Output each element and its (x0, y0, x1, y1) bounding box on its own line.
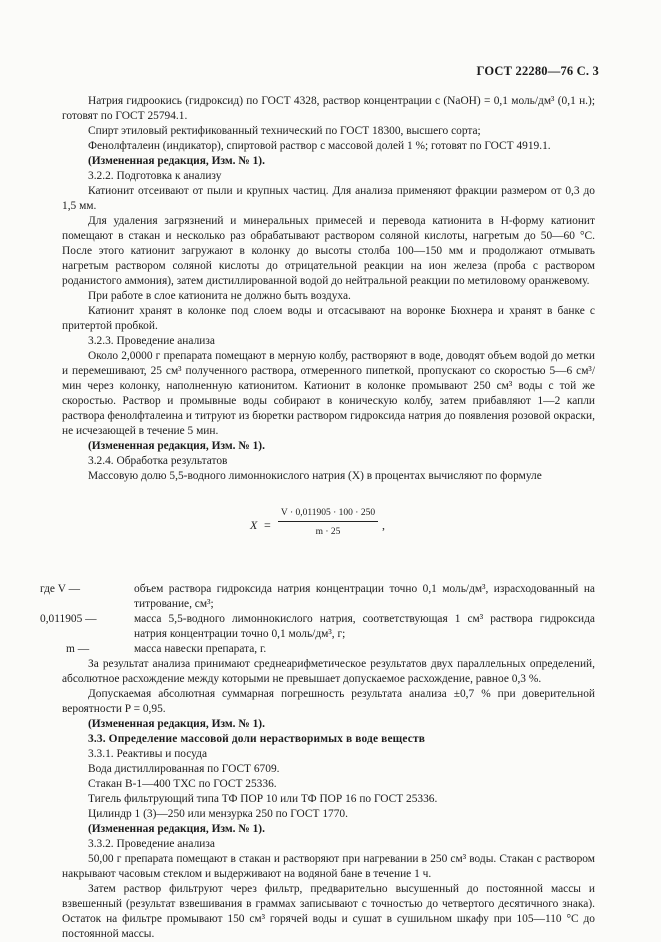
section-heading: 3.3.2. Проведение анализа (88, 838, 215, 850)
formula-lhs: X (250, 518, 258, 532)
definition-text: масса 5,5-водного лимоннокислого натрия, соответствующая 1 см³ раствора гидроксида натрия концентрации точно 0,1 моль/дм³, г; (134, 613, 595, 640)
fraction-bar (278, 521, 378, 522)
definition-key: m — (66, 643, 90, 655)
formula-numerator: V · 0,011905 · 100 · 250 (280, 508, 376, 518)
definition-text: масса навески препарата, г. (134, 643, 267, 655)
section-heading: 3.2.4. Обработка результатов (88, 455, 228, 467)
paragraph: За результат анализа принимают среднеарифметическое результатов двух параллельных определений, абсолютное расхождение между которыми не превышает допускаемое расхождение, равное 0,3 %. (62, 658, 595, 685)
definition-row (40, 582, 595, 612)
section-heading: 3.3.1. Реактивы и посуда (88, 748, 208, 760)
paragraph: Спирт этиловый ректификованный технический по ГОСТ 18300, высшего сорта; (88, 125, 481, 137)
paragraph: Допускаемая абсолютная суммарная погрешность результата анализа ±0,7 % при доверительной вероятности P = 0,95. (62, 688, 595, 715)
section-heading: 3.2.3. Проведение анализа (88, 335, 215, 347)
paragraph: Около 2,0000 г препарата помещают в мерную колбу, растворяют в воде, доводят объем водой до метки и перемешивают, 25 см³ полученного раствора, отмеренного пипеткой, пропускают со скоростью 5—6 см³/мин через колонку, наполненную катионитом. Катионит в колонке промывают 250 см³ воды с той же скоростью. Раствор и промывные воды собирают в коническую колбу, затем прибавляют 1—2 капли раствора фенолфталеина и титруют из бюретки раствором гидроксида натрия до появления розовой окраски, не исчезающей в течение 5 мин. (62, 350, 595, 437)
paragraph: Вода дистиллированная по ГОСТ 6709. (88, 763, 280, 775)
paragraph: Тигель фильтрующий типа ТФ ПОР 10 или ТФ ПОР 16 по ГОСТ 25336. (88, 793, 438, 805)
paragraph: Натрия гидроокись (гидроксид) по ГОСТ 4328, раствор концентрации с (NaOH) = 0,1 моль/дм³ (0,1 н.); готовят по ГОСТ 25794.1. (62, 95, 595, 122)
paragraph: Катионит хранят в колонке под слоем воды и отсасывают на воронке Бюхнера и хранят в банке с притертой пробкой. (62, 305, 595, 332)
variable-definitions (40, 582, 595, 657)
amendment-note: (Измененная редакция, Изм. № 1). (88, 718, 265, 730)
definition-key: где V — (40, 583, 81, 595)
definition-row (62, 642, 595, 657)
formula (62, 498, 595, 556)
formula-equals: = (264, 518, 271, 532)
paragraph: Стакан В-1—400 ТХС по ГОСТ 25336. (88, 778, 277, 790)
paragraph: Катионит отсеивают от пыли и крупных частиц. Для анализа применяют фракции размером от 0,3 до 1,5 мм. (62, 185, 595, 212)
paragraph: Для удаления загрязнений и минеральных примесей и перевода катионита в Н-форму катионит помещают в стакан и несколько раз обрабатывают раствором соляной кислоты, нагретым до 50—60 °С. После этого катионит загружают в колонку до высоты столба 100—150 мм и продолжают отмывать нагретым раствором соляной кислоты до отрицательной реакции на ион железа (проба с раствором роданистого аммония), затем дистиллированной водой до нейтральной реакции по метиловому оранжевому. (62, 215, 595, 287)
page-header: ГОСТ 22280—76 С. 3 (476, 64, 599, 78)
paragraph: При работе в слое катионита не должно быть воздуха. (88, 290, 351, 302)
paragraph: 50,00 г препарата помещают в стакан и растворяют при нагревании в 250 см³ воды. Стакан с раствором накрывают часовым стеклом и выдерживают на водяной бане в течение 1 ч. (62, 853, 595, 880)
paragraph: Затем раствор фильтруют через фильтр, предварительно высушенный до постоянной массы и взвешенный (результат взвешивания в граммах записывают с точностью до четвертого десятичного знака). Остаток на фильтре промывают 150 см³ горячей воды и сушат в сушильном шкафу при 105—110 °С до постоянной массы. (62, 883, 595, 940)
formula-denominator: m · 25 (315, 527, 341, 537)
definition-key: 0,011905 — (40, 613, 97, 625)
definition-text: объем раствора гидроксида натрия концентрации точно 0,1 моль/дм³, израсходованный на титрование, см³; (134, 583, 595, 610)
document-body (40, 94, 595, 942)
amendment-note: (Измененная редакция, Изм. № 1). (88, 440, 265, 452)
paragraph: Цилиндр 1 (3)—250 или мензурка 250 по ГОСТ 1770. (88, 808, 348, 820)
paragraph: Массовую долю 5,5-водного лимоннокислого натрия (X) в процентах вычисляют по формуле (88, 470, 542, 482)
amendment-note: (Измененная редакция, Изм. № 1). (88, 155, 265, 167)
paragraph: Фенолфталеин (индикатор), спиртовой раствор с массовой долей 1 %; готовят по ГОСТ 4919.1. (88, 140, 551, 152)
section-title: 3.3. Определение массовой доли нерастворимых в воде веществ (88, 733, 426, 745)
definition-row (40, 612, 595, 642)
formula-comma: , (382, 518, 385, 532)
amendment-note: (Измененная редакция, Изм. № 1). (88, 823, 265, 835)
section-heading: 3.2.2. Подготовка к анализу (88, 170, 222, 182)
